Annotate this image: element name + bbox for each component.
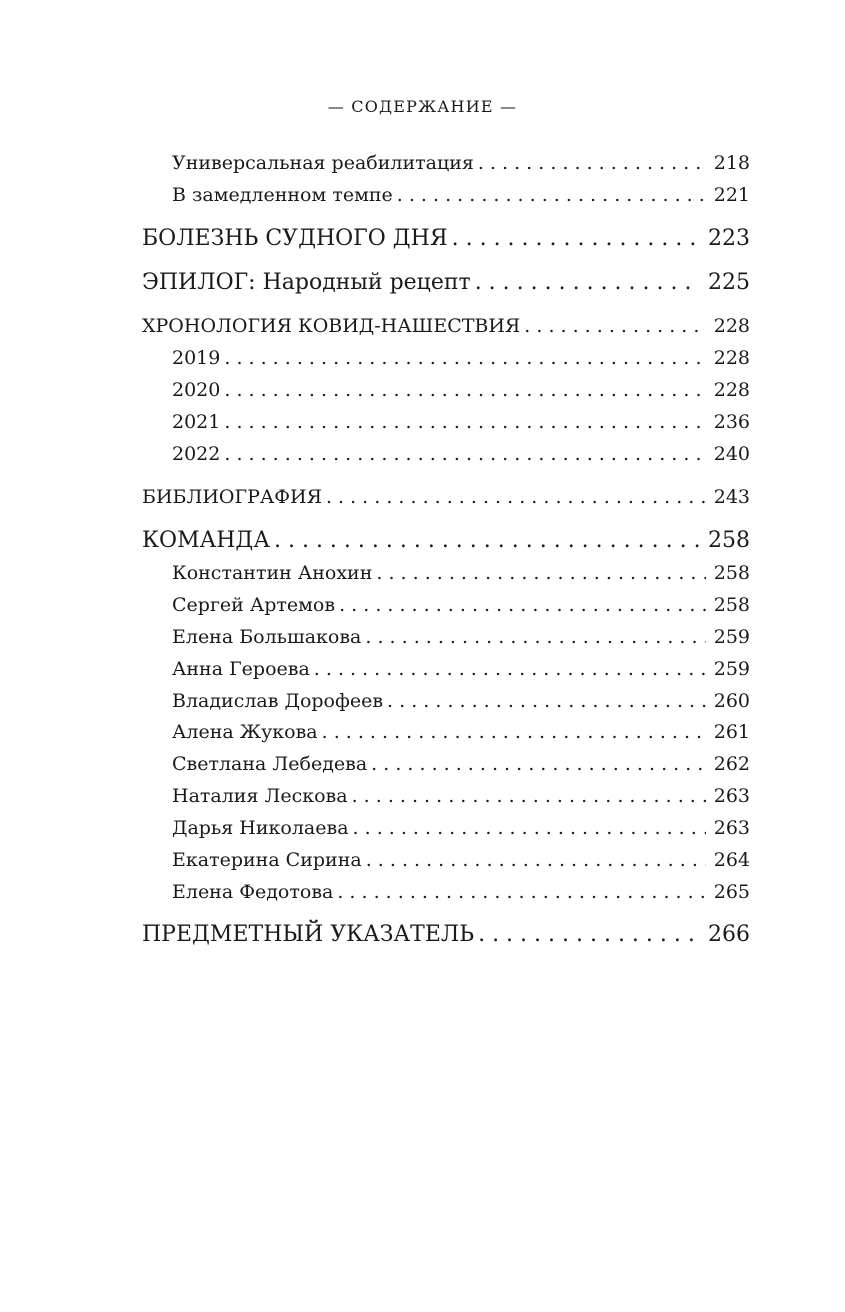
dot-leader: [387, 690, 706, 712]
toc-entry-page: 265: [706, 881, 750, 903]
toc-entry[interactable]: [172, 347, 750, 369]
toc-section-title: КОМАНДА: [142, 528, 274, 553]
toc-entry[interactable]: [172, 443, 750, 465]
toc-entry[interactable]: [172, 881, 750, 903]
toc-entry-title: Наталия Лескова: [172, 785, 352, 807]
toc-entry[interactable]: [172, 379, 750, 401]
dot-leader: [524, 315, 705, 337]
toc-section-title: ПРЕДМЕТНЫЙ УКАЗАТЕЛЬ: [142, 922, 478, 947]
toc-section-title: ХРОНОЛОГИЯ КОВИД-НАШЕСТВИЯ: [142, 315, 524, 337]
toc-entry-page: 259: [706, 626, 750, 648]
toc-entry[interactable]: [172, 626, 750, 648]
dot-leader: [376, 562, 705, 584]
toc-section[interactable]: [142, 270, 750, 295]
dot-leader: [365, 626, 705, 648]
toc-entry-title: Владислав Дорофеев: [172, 690, 387, 712]
toc-section-page: 223: [700, 226, 750, 251]
toc-entry-title: Константин Анохин: [172, 562, 376, 584]
toc-section[interactable]: [142, 922, 750, 947]
toc-entry-page: 261: [706, 721, 750, 743]
toc-section[interactable]: [142, 486, 750, 508]
dot-leader: [478, 922, 700, 947]
toc-entry-title: 2021: [172, 411, 224, 433]
dot-leader: [366, 849, 706, 871]
toc-entry-title: Универсальная реабилитация: [172, 152, 478, 174]
dot-leader: [478, 152, 706, 174]
toc-section-title: БОЛЕЗНЬ СУДНОГО ДНЯ: [142, 226, 452, 251]
dot-leader: [337, 881, 705, 903]
toc-entry[interactable]: [172, 753, 750, 775]
toc-section-page: 258: [700, 528, 750, 553]
dot-leader: [322, 721, 706, 743]
toc-entry-page: 263: [706, 817, 750, 839]
toc-entry-page: 258: [706, 594, 750, 616]
toc-entry-title: Елена Федотова: [172, 881, 337, 903]
toc-entry-page: 262: [706, 753, 750, 775]
toc-entry-page: 258: [706, 562, 750, 584]
dot-leader: [475, 270, 700, 295]
toc-section-title: БИБЛИОГРАФИЯ: [142, 486, 326, 508]
toc-entry-title: 2020: [172, 379, 224, 401]
toc-entry-page: 263: [706, 785, 750, 807]
toc-section[interactable]: [142, 528, 750, 553]
toc-entry[interactable]: [172, 594, 750, 616]
toc-entry-title: В замедленном темпе: [172, 184, 397, 206]
dot-leader: [224, 443, 705, 465]
toc-entry-page: 221: [706, 184, 750, 206]
toc-entry-page: 260: [706, 690, 750, 712]
toc-entry-page: 228: [706, 379, 750, 401]
toc-section-page: 228: [706, 315, 750, 337]
toc-entry[interactable]: [172, 152, 750, 174]
toc-entry-title: Анна Героева: [172, 658, 314, 680]
toc-section[interactable]: [142, 226, 750, 251]
toc-entry-page: 259: [706, 658, 750, 680]
dot-leader: [274, 528, 700, 553]
toc-entry-title: Сергей Артемов: [172, 594, 339, 616]
toc-entry-title: Елена Большакова: [172, 626, 365, 648]
page-header: — СОДЕРЖАНИЕ —: [327, 97, 518, 116]
toc-section-page: 243: [706, 486, 750, 508]
dot-leader: [452, 226, 700, 251]
dot-leader: [224, 411, 705, 433]
toc-entry-title: 2022: [172, 443, 224, 465]
toc-entry[interactable]: [172, 817, 750, 839]
toc-entry-title: Алена Жукова: [172, 721, 322, 743]
dot-leader: [353, 817, 706, 839]
toc-entry-page: 236: [706, 411, 750, 433]
toc-entry[interactable]: [172, 562, 750, 584]
toc-entry-title: Екатерина Сирина: [172, 849, 366, 871]
toc-entry[interactable]: [172, 785, 750, 807]
toc-entry[interactable]: [172, 721, 750, 743]
toc-entry[interactable]: [172, 690, 750, 712]
dot-leader: [224, 347, 705, 369]
toc-entry-page: 218: [706, 152, 750, 174]
dot-leader: [397, 184, 706, 206]
dot-leader: [339, 594, 706, 616]
toc-entry-page: 264: [706, 849, 750, 871]
toc-entry-title: 2019: [172, 347, 224, 369]
toc-entry[interactable]: [172, 411, 750, 433]
toc-entry[interactable]: [172, 658, 750, 680]
dot-leader: [314, 658, 706, 680]
toc-entry[interactable]: [172, 184, 750, 206]
dot-leader: [371, 753, 706, 775]
toc-section-page: 225: [700, 270, 750, 295]
toc-section-title: ЭПИЛОГ: Народный рецепт: [142, 270, 475, 295]
dot-leader: [352, 785, 706, 807]
toc-entry-page: 228: [706, 347, 750, 369]
toc-entry-title: Дарья Николаева: [172, 817, 353, 839]
toc-entry-title: Светлана Лебедева: [172, 753, 371, 775]
toc-section[interactable]: [142, 315, 750, 337]
toc-entry[interactable]: [172, 849, 750, 871]
toc-entry-page: 240: [706, 443, 750, 465]
toc-section-page: 266: [700, 922, 750, 947]
dot-leader: [326, 486, 706, 508]
dot-leader: [224, 379, 705, 401]
